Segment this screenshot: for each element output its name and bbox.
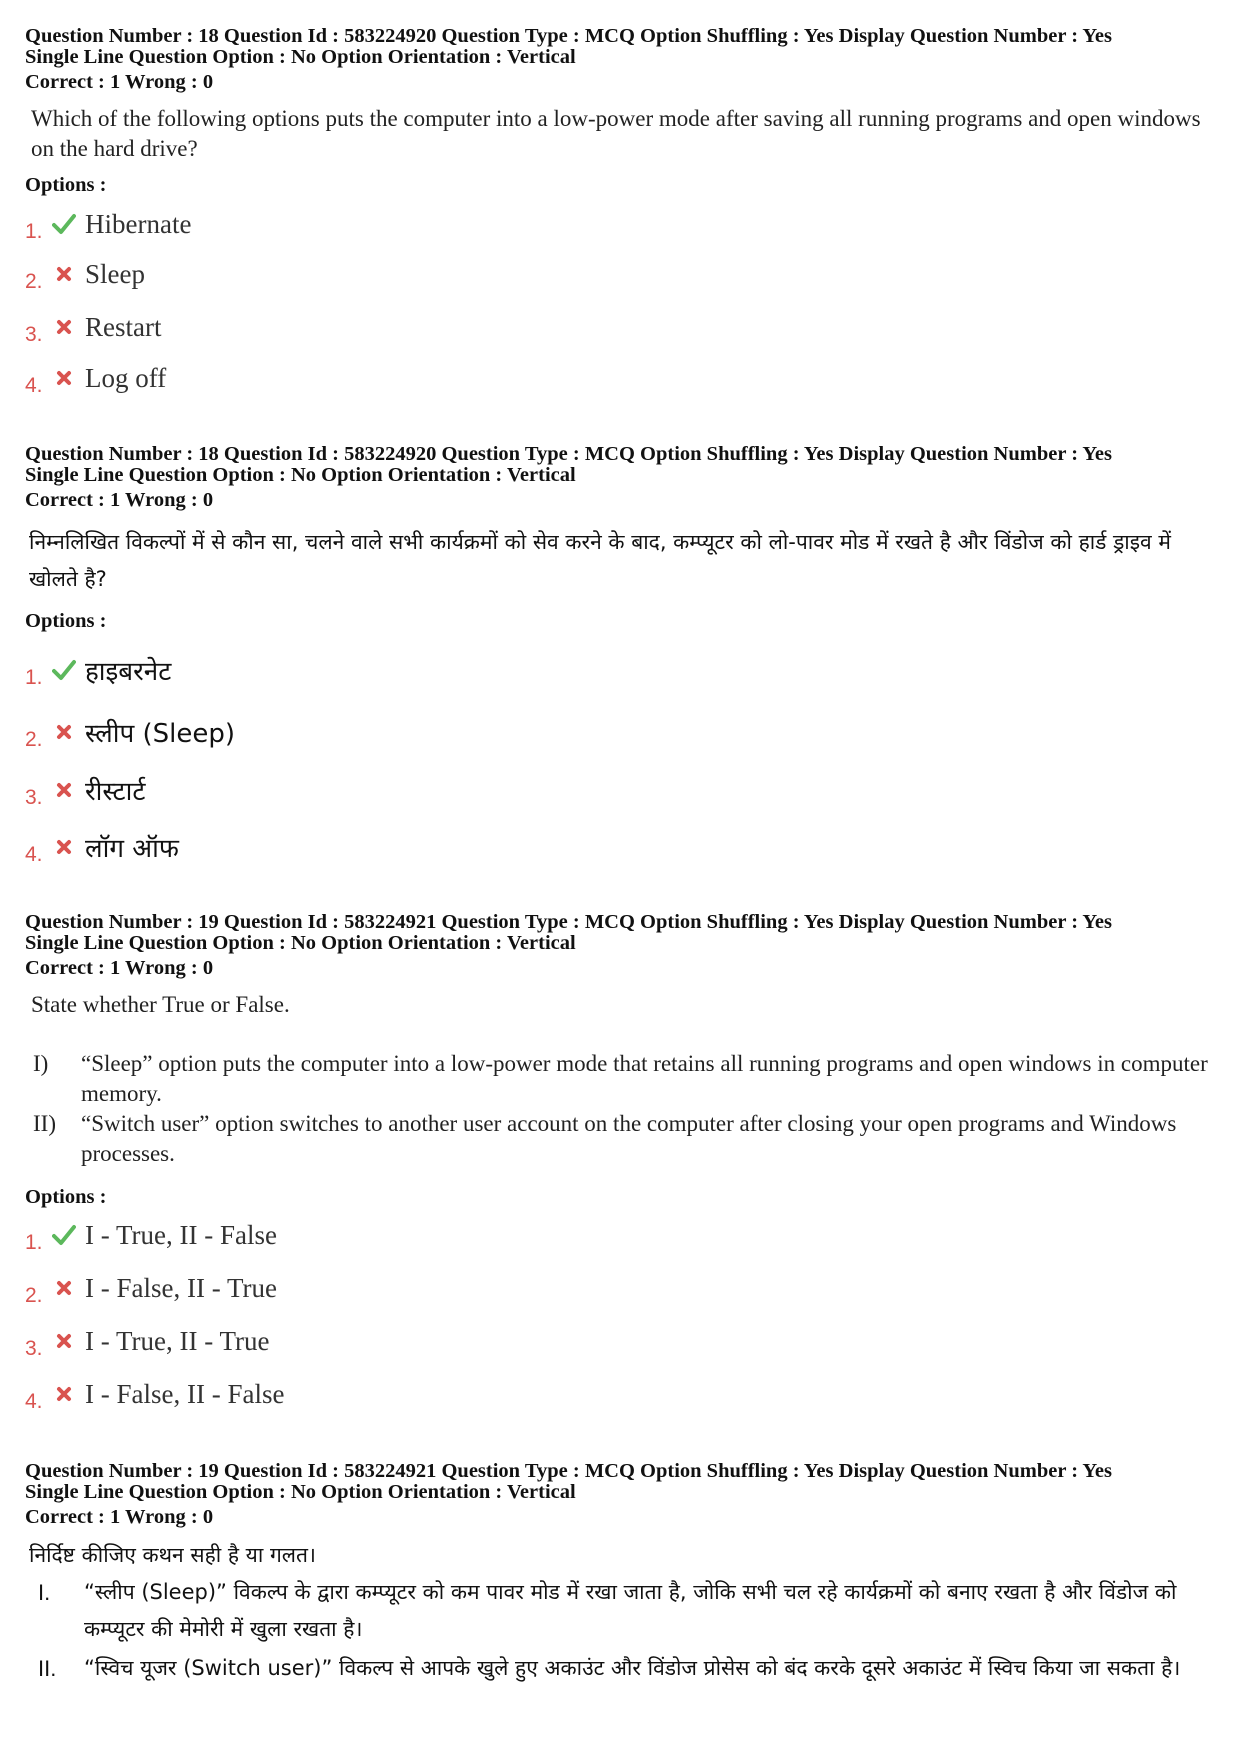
option-text: Hibernate — [85, 208, 192, 239]
question-text: Which of the following options puts the computer into a low-power mode after saving all running programs and open windows on the hard drive? — [31, 106, 1201, 161]
option-4 — [25, 827, 179, 867]
statement-2 — [33, 1109, 1213, 1169]
option-number: 2. — [25, 270, 43, 293]
option-number: 4. — [25, 1390, 43, 1413]
question-meta-19-hi — [25, 1461, 1220, 1528]
option-2 — [25, 712, 235, 752]
option-text: I - False, II - True — [85, 1272, 277, 1303]
statement-2 — [38, 1650, 1218, 1687]
statement-text: “स्लीप (Sleep)” विकल्प के द्वारा कम्प्यूटर को कम पावर मोड में रखा जाता है, जोकि सभी चल रहे कार्यक्रमों को बनाए रखता है और विंडोज को कम्प्यूटर की मेमोरी में खुला रखता है। — [84, 1580, 1177, 1641]
option-text: हाइबरनेट — [85, 657, 172, 687]
option-text: Sleep — [85, 258, 145, 289]
statement-text: “Switch user” option switches to another user account on the computer after closing your open programs and Windows processes. — [81, 1111, 1177, 1166]
statement-number: II. — [38, 1656, 57, 1681]
options-label: Options : — [25, 174, 107, 196]
statement-number: II) — [33, 1111, 56, 1136]
option-1 — [25, 650, 171, 690]
option-3 — [25, 770, 145, 810]
cross-icon — [51, 1329, 77, 1353]
option-number: 2. — [25, 728, 43, 751]
meta-line-2: Single Line Question Option : No Option Orientation : Vertical — [25, 1481, 576, 1503]
check-icon — [51, 658, 77, 682]
option-1 — [25, 204, 191, 244]
option-2 — [25, 254, 145, 294]
option-text: I - True, II - False — [85, 1219, 277, 1250]
meta-line-3: Correct : 1 Wrong : 0 — [25, 1506, 214, 1528]
option-text: स्लीप (Sleep) — [85, 719, 236, 749]
statement-text: “Sleep” option puts the computer into a low-power mode that retains all running programs and open windows in computer memory. — [81, 1051, 1208, 1106]
statement-1 — [33, 1049, 1213, 1109]
cross-icon — [51, 366, 77, 390]
meta-line-1: Question Number : 19 Question Id : 583224921 Question Type : MCQ Option Shuffling : Yes Display Question Number : Yes — [25, 1460, 1112, 1482]
option-text: I - False, II - False — [85, 1378, 285, 1409]
meta-line-3: Correct : 1 Wrong : 0 — [25, 71, 214, 93]
option-text: लॉग ऑफ — [85, 834, 179, 864]
statement-1 — [38, 1574, 1218, 1648]
cross-icon — [51, 1276, 77, 1300]
question-text: निर्दिष्ट कीजिए कथन सही है या गलत। — [29, 1543, 316, 1567]
option-number: 1. — [25, 1231, 43, 1254]
meta-line-1: Question Number : 19 Question Id : 583224921 Question Type : MCQ Option Shuffling : Yes Display Question Number : Yes — [25, 911, 1112, 933]
option-number: 1. — [25, 666, 43, 689]
options-label: Options : — [25, 1186, 107, 1208]
statement-text: “स्विच यूजर (Switch user)” विकल्प से आपके खुले हुए अकाउंट और विंडोज प्रोसेस को बंद करके दूसरे अकाउंट में स्विच किया जा सकता है। — [84, 1656, 1181, 1680]
option-3 — [25, 307, 161, 347]
option-text: I - True, II - True — [85, 1325, 270, 1356]
question-meta-18-hi — [25, 444, 1220, 511]
cross-icon — [51, 778, 77, 802]
meta-line-3: Correct : 1 Wrong : 0 — [25, 957, 214, 979]
statement-number: I) — [33, 1051, 49, 1076]
option-2 — [25, 1268, 277, 1308]
option-number: 2. — [25, 1284, 43, 1307]
option-text: रीस्टार्ट — [85, 777, 146, 807]
cross-icon — [51, 1382, 77, 1406]
question-text: निम्नलिखित विकल्पों में से कौन सा, चलने वाले सभी कार्यक्रमों को सेव करने के बाद, कम्प्यूटर को लो-पावर मोड में रखते है और विंडोज को हार्ड ड्राइव में खोलते है? — [29, 530, 1171, 591]
question-meta-18-en — [25, 26, 1220, 93]
option-number: 4. — [25, 374, 43, 397]
options-label: Options : — [25, 610, 107, 632]
option-text: Log off — [85, 362, 167, 393]
cross-icon — [51, 720, 77, 744]
option-text: Restart — [85, 311, 162, 342]
option-number: 3. — [25, 1337, 43, 1360]
option-3 — [25, 1321, 270, 1361]
option-number: 3. — [25, 323, 43, 346]
cross-icon — [51, 835, 77, 859]
check-icon — [51, 1223, 77, 1247]
meta-line-1: Question Number : 18 Question Id : 583224920 Question Type : MCQ Option Shuffling : Yes Display Question Number : Yes — [25, 25, 1112, 47]
option-number: 3. — [25, 786, 43, 809]
option-4 — [25, 358, 166, 398]
meta-line-2: Single Line Question Option : No Option Orientation : Vertical — [25, 932, 576, 954]
option-4 — [25, 1374, 284, 1414]
question-meta-19-en — [25, 912, 1220, 979]
cross-icon — [51, 315, 77, 339]
cross-icon — [51, 262, 77, 286]
meta-line-1: Question Number : 18 Question Id : 583224920 Question Type : MCQ Option Shuffling : Yes Display Question Number : Yes — [25, 443, 1112, 465]
option-1 — [25, 1215, 277, 1255]
question-text: State whether True or False. — [31, 992, 290, 1017]
meta-line-2: Single Line Question Option : No Option Orientation : Vertical — [25, 464, 576, 486]
statement-number: I. — [38, 1580, 51, 1605]
option-number: 4. — [25, 843, 43, 866]
check-icon — [51, 212, 77, 236]
option-number: 1. — [25, 220, 43, 243]
meta-line-3: Correct : 1 Wrong : 0 — [25, 489, 214, 511]
meta-line-2: Single Line Question Option : No Option Orientation : Vertical — [25, 46, 576, 68]
